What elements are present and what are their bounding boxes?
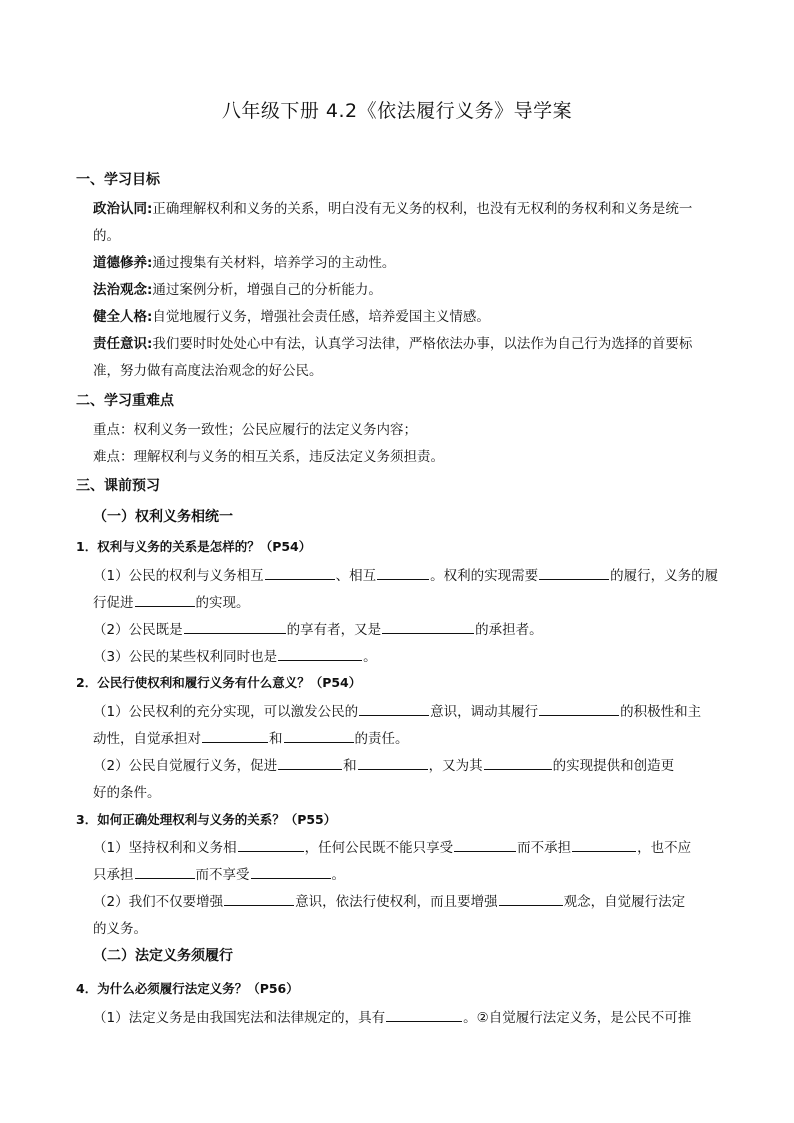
question-1-line-1 [93, 563, 721, 590]
fill-blank[interactable] [265, 565, 335, 580]
fill-blank[interactable] [377, 565, 429, 580]
fill-blank[interactable] [284, 728, 354, 743]
text-segment: （1）法定义务是由我国宪法和法律规定的，具有 [93, 1010, 386, 1026]
text-segment: （1）公民权利的充分实现，可以激发公民的 [93, 704, 359, 720]
objective-moral [93, 250, 721, 277]
subsection-heading-2: （二）法定义务须履行 [93, 948, 233, 964]
fill-blank[interactable] [454, 837, 516, 852]
text-segment: 的实现提供和创造更 [552, 758, 675, 774]
question-1-line-3 [93, 617, 721, 644]
text-segment: 的责任。 [354, 731, 409, 747]
text-segment: 意识，依法行使权利，而且要增强 [295, 894, 498, 910]
question-2-line-1 [93, 699, 721, 726]
question-3-line-4: 的义务。 [93, 921, 147, 937]
objective-label: 责任意识: [93, 336, 153, 352]
text-segment: （1）坚持权利和义务相 [93, 840, 237, 856]
text-segment: 的享有者，又是 [286, 622, 382, 638]
objective-responsibility [93, 331, 721, 358]
text-segment: （2）我们不仅要增强 [93, 894, 224, 910]
fill-blank[interactable] [572, 837, 636, 852]
question-2-line-4: 好的条件。 [93, 785, 161, 801]
text-segment: 动性，自觉承担对 [93, 731, 201, 747]
objective-text: 自觉地履行义务，增强社会责任感，培养爱国主义情感。 [152, 309, 490, 325]
section-heading-objectives: 一、学习目标 [76, 172, 160, 188]
question-2-title: 2．公民行使权利和履行义务有什么意义？（P54） [76, 675, 362, 690]
question-1-title: 1．权利与义务的关系是怎样的？（P54） [76, 539, 312, 554]
fill-blank[interactable] [484, 755, 552, 770]
text-segment: 。 [331, 867, 345, 883]
fill-blank[interactable] [184, 619, 286, 634]
fill-blank[interactable] [238, 837, 304, 852]
fill-blank[interactable] [135, 864, 195, 879]
page-title: 八年级下册 4.2《依法履行义务》导学案 [221, 100, 573, 122]
fill-blank[interactable] [382, 619, 474, 634]
fill-blank[interactable] [539, 701, 619, 716]
fill-blank[interactable] [224, 891, 294, 906]
objective-text: 通过搜集有关材料，培养学习的主动性。 [152, 255, 396, 271]
text-segment: 的积极性和主 [620, 704, 702, 720]
fill-blank[interactable] [386, 1007, 462, 1022]
question-2-line-2 [93, 726, 721, 753]
question-1-line-2 [93, 590, 721, 617]
subsection-heading-1: （一）权利义务相统一 [93, 509, 233, 525]
question-3-line-1 [93, 835, 721, 862]
question-3-title: 3．如何正确处理权利与义务的关系？（P55） [76, 812, 337, 827]
text-segment: （2）公民既是 [93, 622, 183, 638]
text-segment: ，任何公民既不能只享受 [304, 840, 454, 856]
objective-responsibility-cont: 准，努力做有高度法治观念的好公民。 [93, 363, 323, 379]
text-segment: （1）公民的权利与义务相互 [93, 568, 264, 584]
text-segment: 。权利的实现需要 [430, 568, 539, 584]
question-4-title: 4．为什么必须履行法定义务？（P56） [76, 981, 299, 996]
objective-label: 政治认同: [93, 201, 153, 217]
text-segment: （3）公民的某些权利同时也是 [93, 649, 278, 665]
text-segment: （2）公民自觉履行义务，促进 [93, 758, 278, 774]
fill-blank[interactable] [499, 891, 563, 906]
objective-political-cont: 的。 [93, 228, 120, 244]
objective-label: 道德修养: [93, 255, 153, 271]
objective-label: 法治观念: [93, 282, 153, 298]
text-segment: 的履行，义务的履 [610, 568, 719, 584]
text-segment: ，也不应 [637, 840, 692, 856]
objective-text: 正确理解权利和义务的关系，明白没有无义务的权利，也没有无权利的务权利和义务是统一 [152, 201, 693, 217]
objective-label: 健全人格: [93, 309, 153, 325]
text-segment: 和 [343, 758, 357, 774]
fill-blank[interactable] [539, 565, 609, 580]
fill-blank[interactable] [278, 646, 362, 661]
question-3-line-2 [93, 862, 721, 889]
text-segment: 而不享受 [195, 867, 250, 883]
difficult-point: 难点：理解权利与义务的相互关系，违反法定义务须担责。 [93, 449, 444, 465]
question-2-line-3 [93, 753, 721, 780]
text-segment: 。②自觉履行法定义务，是公民不可推 [463, 1010, 692, 1026]
text-segment: 行促进 [93, 595, 134, 611]
text-segment: 只承担 [93, 867, 134, 883]
section-heading-preview: 三、课前预习 [76, 478, 160, 494]
text-segment: 和 [269, 731, 283, 747]
objective-text: 我们要时时处处心中有法，认真学习法律，严格依法办事，以法作为自己行为选择的首要标 [152, 336, 693, 352]
question-1-line-4 [93, 644, 721, 671]
text-segment: 、相互 [335, 568, 377, 584]
key-point: 重点：权利义务一致性；公民应履行的法定义务内容； [93, 422, 417, 438]
objective-political [93, 196, 721, 223]
section-heading-key-points: 二、学习重难点 [76, 393, 174, 409]
fill-blank[interactable] [202, 728, 268, 743]
text-segment: 意识，调动其履行 [430, 704, 539, 720]
fill-blank[interactable] [358, 755, 428, 770]
text-segment: 观念，自觉履行法定 [563, 894, 686, 910]
objective-personality [93, 304, 721, 331]
text-segment: 。 [363, 649, 377, 665]
fill-blank[interactable] [359, 701, 429, 716]
text-segment: ，又为其 [428, 758, 483, 774]
objective-law [93, 277, 721, 304]
text-segment: 的实现。 [195, 595, 250, 611]
text-segment: 而不承担 [517, 840, 572, 856]
question-4-line-1 [93, 1005, 721, 1032]
fill-blank[interactable] [251, 864, 331, 879]
text-segment: 的承担者。 [475, 622, 543, 638]
fill-blank[interactable] [135, 592, 195, 607]
fill-blank[interactable] [278, 755, 342, 770]
objective-text: 通过案例分析，增强自己的分析能力。 [152, 282, 382, 298]
question-3-line-3 [93, 889, 721, 916]
